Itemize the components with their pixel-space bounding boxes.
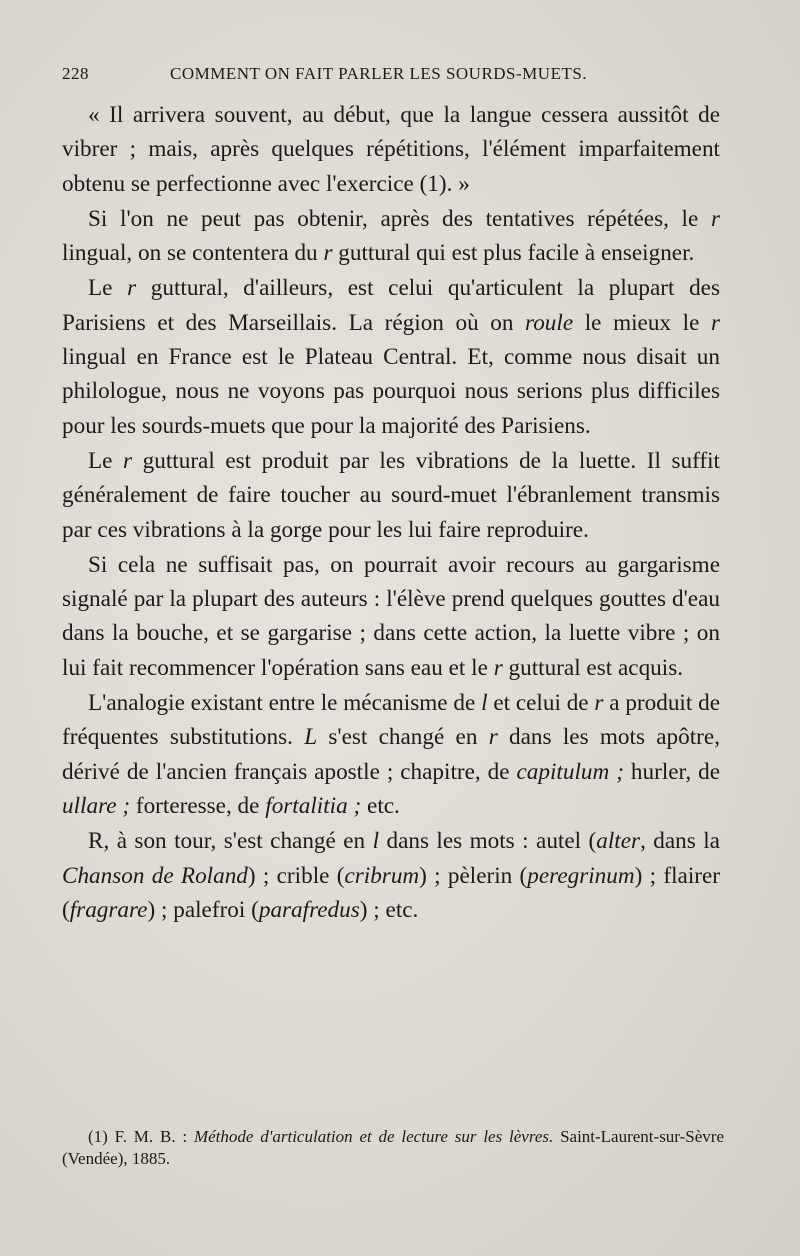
paragraph-5 bbox=[62, 548, 720, 686]
text-run: ) ; palefroi ( bbox=[147, 896, 259, 923]
text-run: guttural est produit par les vibrations de la luette. Il suffit généralement de faire toucher au sourd-muet l'ébranlement transmis par ces vibrations à la gorge pour les lui faire reproduire. bbox=[62, 447, 720, 543]
text-run: lingual en France est le Plateau Central. Et, comme nous disait un philologue, nous ne voyons pas pourquoi nous serions plus difficiles pour les sourds-muets que pour la majorité des Parisiens. bbox=[62, 344, 720, 439]
italic-run: l bbox=[372, 828, 380, 855]
text-run: a produit de fréquentes substitutions. bbox=[62, 689, 720, 751]
text-run: dans les mots : autel ( bbox=[379, 828, 597, 855]
text-run: hurler, de bbox=[623, 758, 721, 785]
paragraph-text: « Il arrivera souvent, au début, que la langue cessera aussitôt de vibrer ; mais, après quelques répétitions, l'élément imparfaitement obtenu se perfectionne avec l'exercice (1). » bbox=[62, 102, 720, 197]
paragraph-1 bbox=[62, 98, 720, 201]
italic-run: r bbox=[123, 447, 133, 474]
paragraph-4 bbox=[62, 444, 720, 547]
italic-run: Chanson de Roland bbox=[62, 862, 248, 889]
italic-run: L bbox=[304, 724, 318, 751]
text-run: ) ; flairer ( bbox=[62, 862, 720, 923]
text-run: guttural qui est plus facile à enseigner. bbox=[332, 240, 695, 267]
text-run: guttural, d'ailleurs, est celui qu'articulent la plupart des Parisiens et des Marseillais. La région où on bbox=[62, 275, 720, 336]
paragraph-2 bbox=[62, 202, 720, 271]
page-number: 228 bbox=[62, 64, 89, 83]
italic-run: r bbox=[323, 240, 333, 267]
text-run: ) ; crible ( bbox=[247, 862, 345, 889]
paragraph-7 bbox=[62, 824, 720, 927]
italic-run: r bbox=[127, 275, 137, 302]
text-run: Si l'on ne peut pas obtenir, après des tentatives répétées, le bbox=[88, 205, 711, 232]
italic-run: r bbox=[594, 689, 604, 716]
italic-run: alter bbox=[596, 828, 641, 855]
text-run: Saint-Laurent-sur-Sèvre (Vendée), 1885. bbox=[62, 1127, 724, 1168]
text-run: lingual, on se contentera du bbox=[62, 240, 324, 267]
text-run: ) ; pèlerin ( bbox=[419, 862, 528, 889]
italic-run: fortalitia ; bbox=[265, 793, 362, 820]
italic-run: l bbox=[481, 689, 488, 716]
paragraph-3 bbox=[62, 271, 720, 443]
italic-run: r bbox=[488, 724, 498, 751]
italic-run: capitulum ; bbox=[516, 758, 624, 785]
text-run: le mieux le bbox=[573, 309, 711, 336]
footnote-text bbox=[62, 1126, 724, 1170]
text-run: dans les mots apôtre, dérivé de l'ancien français apostle ; chapitre, de bbox=[62, 724, 720, 785]
italic-run: r bbox=[710, 309, 720, 336]
body-text bbox=[62, 98, 720, 927]
text-run: guttural est acquis. bbox=[502, 654, 684, 681]
running-title: COMMENT ON FAIT PARLER LES SOURDS-MUETS. bbox=[170, 64, 588, 83]
italic-run: peregrinum bbox=[527, 862, 635, 889]
paragraph-6 bbox=[62, 686, 720, 824]
text-run: et celui de bbox=[487, 689, 595, 716]
italic-run: roule bbox=[525, 309, 574, 336]
italic-run: r bbox=[493, 654, 503, 681]
italic-run: parafredus bbox=[258, 896, 360, 923]
text-run: L'analogie existant entre le mécanisme de bbox=[88, 689, 482, 716]
italic-run: ullare ; bbox=[62, 793, 131, 820]
text-run: ) ; etc. bbox=[359, 896, 419, 923]
text-run: , dans la bbox=[640, 828, 720, 855]
text-run: forteresse, de bbox=[130, 793, 266, 820]
text-run: Si cela ne suffisait pas, on pourrait avoir recours au gargarisme signalé par la plupart des auteurs : l'élève prend quelques gouttes d'eau dans la bouche, et se gargarise ; dans cette action, la luette vibre ; on lui fait recommencer l'opération sans eau et le bbox=[62, 551, 720, 681]
text-run: Le bbox=[88, 275, 128, 302]
italic-run: Méthode d'articulation et de lecture sur les lèvres. bbox=[193, 1127, 554, 1146]
text-run: Le bbox=[88, 447, 124, 474]
italic-run: r bbox=[710, 205, 720, 232]
footnote bbox=[62, 1126, 724, 1170]
italic-run: cribrum bbox=[344, 862, 420, 889]
text-run: s'est changé en bbox=[317, 724, 489, 751]
text-run: R, à son tour, s'est changé en bbox=[88, 828, 373, 855]
text-run: (1) F. M. B. : bbox=[88, 1127, 194, 1146]
text-run: etc. bbox=[361, 793, 400, 820]
italic-run: fragrare bbox=[69, 896, 148, 923]
